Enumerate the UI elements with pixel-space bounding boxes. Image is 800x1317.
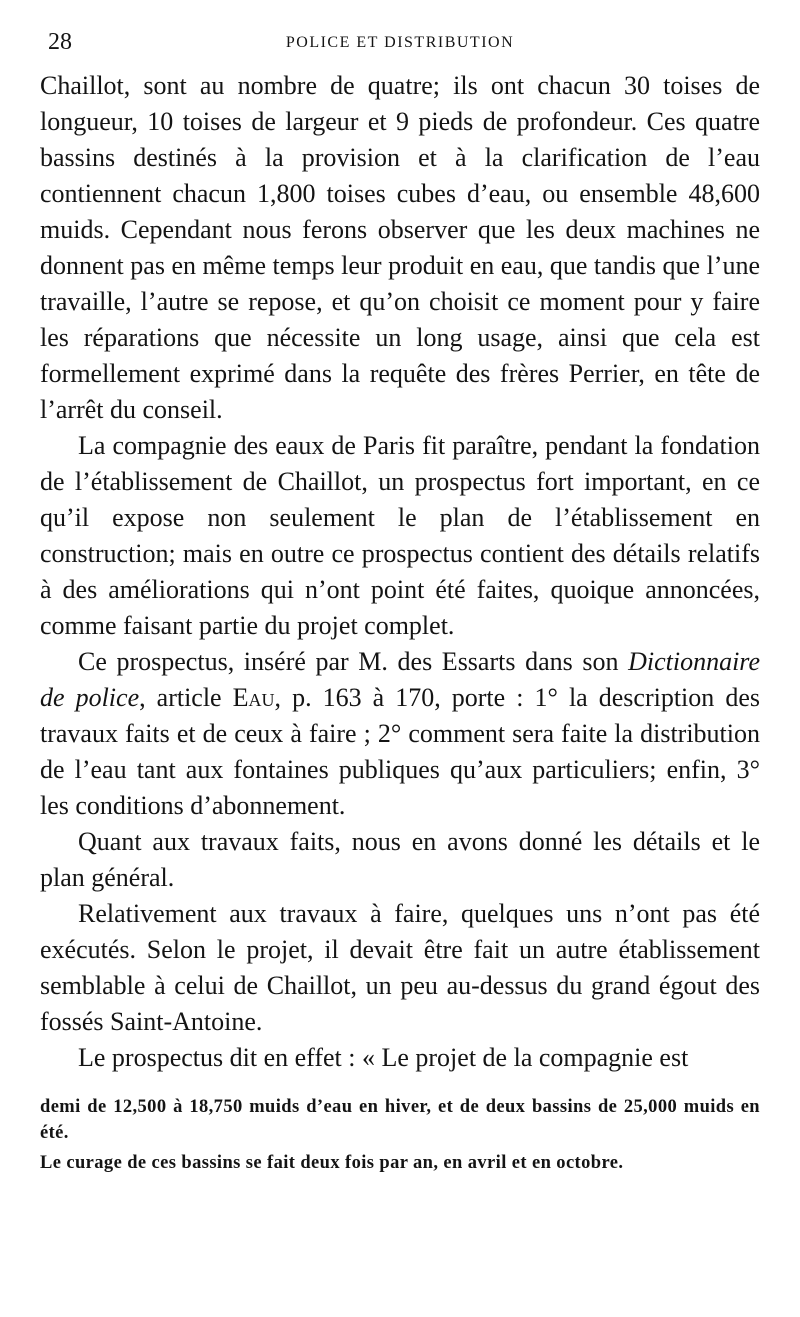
article-name: Eau — [232, 683, 275, 712]
main-text — [40, 68, 760, 1076]
book-page — [40, 28, 760, 1180]
paragraph-4: Quant aux travaux faits, nous en avons donné les détails et le plan général. — [40, 827, 760, 892]
paragraph-6: Le prospectus dit en effet : « Le projet de la compagnie est — [78, 1043, 689, 1072]
paragraph-3-text-before: Ce prospectus, inséré par M. des Essarts dans son — [78, 647, 629, 676]
dictionary-title: Dictionnaire de police — [40, 647, 760, 712]
paragraph-3-text-mid: , article — [139, 683, 233, 712]
footnote-continuation: demi de 12,500 à 18,750 muids d’eau en hiver, et de deux bassins de 25,000 muids en été. — [40, 1097, 760, 1143]
footnote-curage: Le curage de ces bassins se fait deux fois par an, en avril et en octobre. — [40, 1153, 624, 1173]
paragraph-2: La compagnie des eaux de Paris fit paraître, pendant la fondation de l’établissement de Chaillot, un prospectus fort important, en ce qu’il expose non seulement le plan de l’établissement en construction; mais en outre ce prospectus contient des détails relatifs à des améliorations qui n’ont point été faites, quoique annoncées, comme faisant partie du projet complet. — [40, 431, 760, 640]
page-number: 28 — [48, 29, 72, 55]
footnotes — [40, 1094, 760, 1176]
paragraph-1: Chaillot, sont au nombre de quatre; ils ont chacun 30 toises de longueur, 10 toises de largeur et 9 pieds de profondeur. Ces quatre bassins destinés à la provision et à la clarification de l’eau contiennent chacun 1,800 toises cubes d’eau, ou ensemble 48,600 muids. Cependant nous ferons observer que les deux machines ne donnent pas en même temps leur produit en eau, que tandis que l’une travaille, l’autre se repose, et qu’on choisit ce moment pour y faire les réparations que nécessite un long usage, ainsi que cela est formellement exprimé dans la requête des frères Perrier, en tête de l’arrêt du conseil. — [40, 71, 760, 424]
paragraph-5: Relativement aux travaux à faire, quelques uns n’ont pas été exécutés. Selon le projet, il devait être fait un autre établissement semblable à celui de Chaillot, un peu au-dessus du grand égout des fossés Saint-Antoine. — [40, 899, 760, 1036]
paragraph-3-text-after: , p. 163 à 170, porte : 1° la description des travaux faits et de ceux à faire ; 2° comment sera faite la distribution de l’eau tant aux fontaines publiques qu’aux particuliers; enfin, 3° les conditions d’abonnement. — [40, 683, 760, 820]
running-head: POLICE ET DISTRIBUTION — [285, 34, 515, 51]
page-header — [40, 28, 760, 56]
paragraph-3 — [40, 644, 760, 824]
